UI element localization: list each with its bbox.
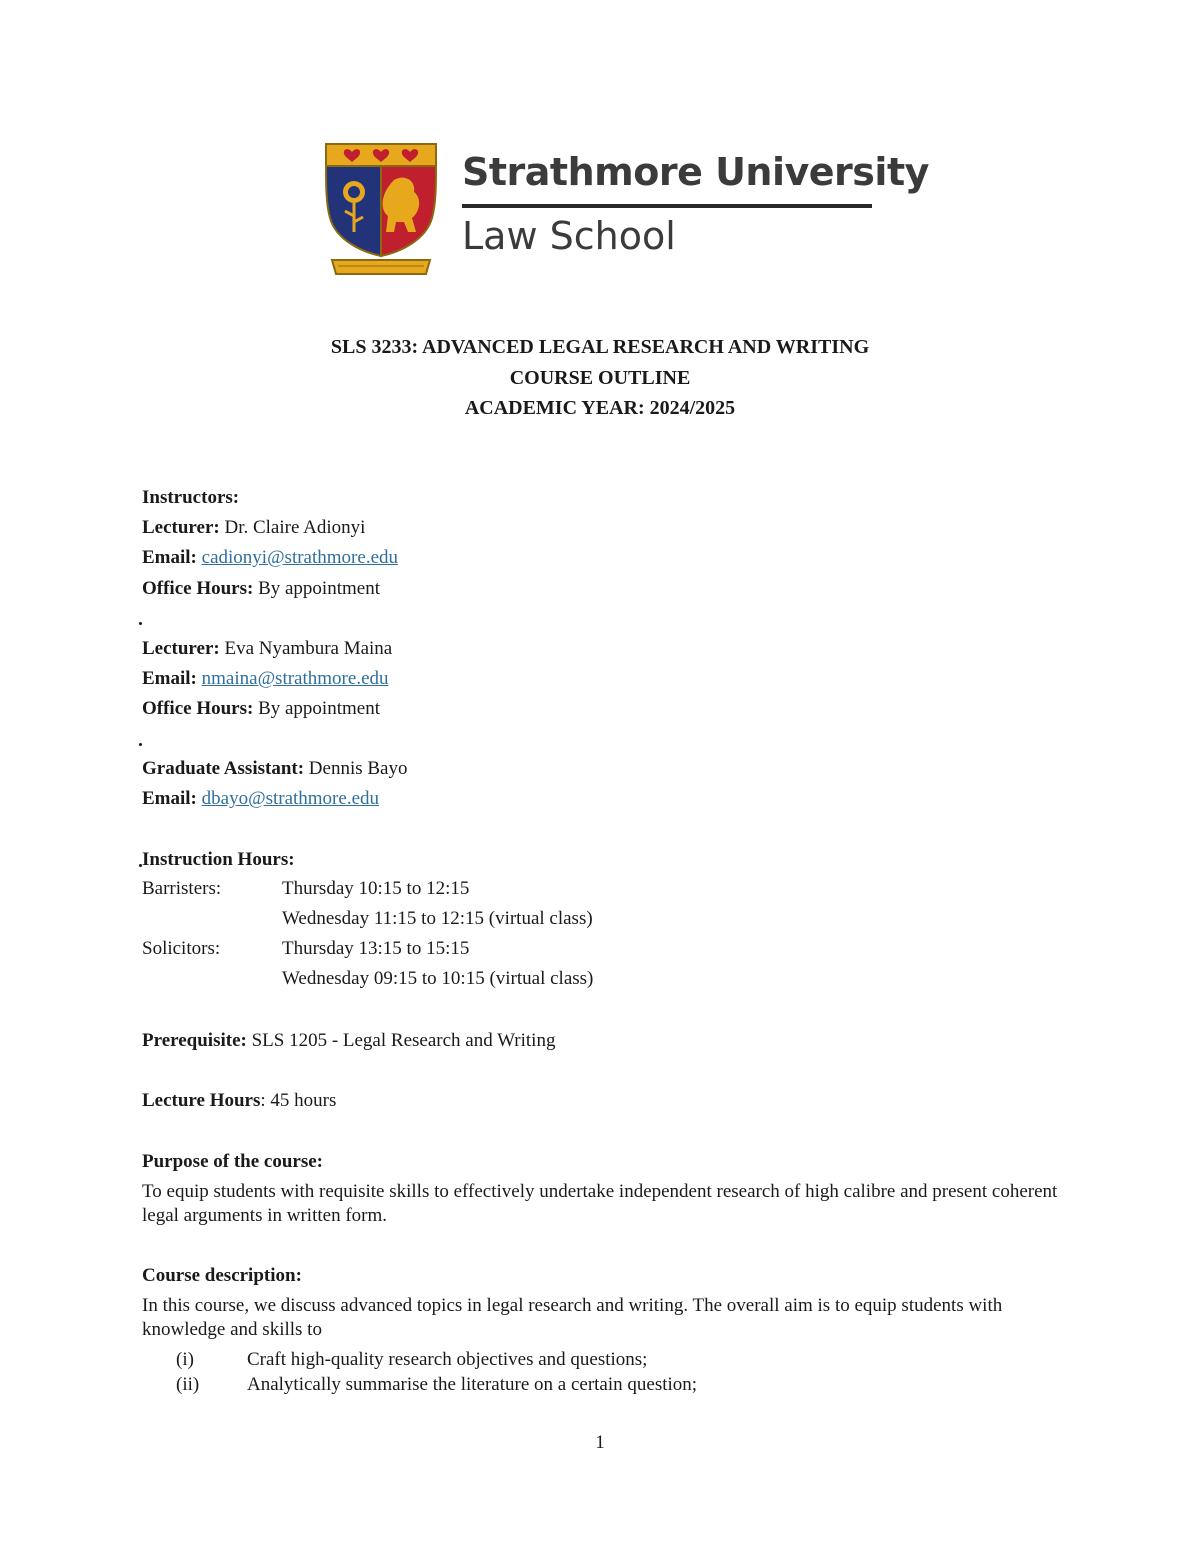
page-number: 1 [595, 1432, 605, 1453]
schedule-time: Wednesday 09:15 to 10:15 (virtual class) [282, 968, 594, 989]
schedule-group-label: Solicitors: [142, 938, 221, 959]
list-item: Craft high-quality research objectives and questions; [247, 1349, 648, 1370]
logo-divider [462, 204, 872, 208]
description-text: In this course, we discuss advanced topics in legal research and writing. The overall aim is to equip students with knowledge and skills to [142, 1295, 1003, 1340]
outline-title: COURSE OUTLINE [509, 366, 691, 389]
bullet-mark [139, 743, 142, 746]
purpose-heading: Purpose of the course: [142, 1151, 323, 1172]
lecturer-2-office-hours: Office Hours: By appointment [142, 698, 380, 719]
school-name: Law School [462, 214, 676, 258]
schedule-time: Thursday 10:15 to 12:15 [282, 878, 470, 899]
instruction-hours-heading: Instruction Hours: [142, 849, 295, 870]
prerequisite: Prerequisite: SLS 1205 - Legal Research and Writing [142, 1030, 556, 1051]
university-logo [322, 140, 929, 282]
bullet-mark [139, 622, 142, 625]
purpose-text: To equip students with requisite skills to effectively undertake independent research of high calibre and present coherent legal arguments in written form. [142, 1181, 1058, 1226]
list-item-number: (i) [176, 1349, 194, 1370]
email-link[interactable]: cadionyi@strathmore.edu [201, 547, 398, 568]
lecturer-2-email: Email: nmaina@strathmore.edu [142, 668, 389, 689]
email-link[interactable]: nmaina@strathmore.edu [201, 668, 389, 689]
instructors-heading: Instructors: [142, 487, 240, 508]
schedule-time: Thursday 13:15 to 15:15 [282, 938, 470, 959]
description-heading: Course description: [142, 1265, 302, 1286]
academic-year: ACADEMIC YEAR: 2024/2025 [464, 397, 736, 419]
lecturer-2: Lecturer: Eva Nyambura Maina [142, 638, 393, 659]
schedule-time: Wednesday 11:15 to 12:15 (virtual class) [282, 908, 593, 929]
document-title [0, 332, 1200, 424]
list-item-number: (ii) [176, 1374, 200, 1395]
list-item: Analytically summarise the literature on a certain question; [247, 1374, 698, 1395]
graduate-assistant: Graduate Assistant: Dennis Bayo [142, 758, 408, 779]
course-title: SLS 3233: ADVANCED LEGAL RESEARCH AND WRITING [330, 336, 870, 358]
lecturer-1-email: Email: cadionyi@strathmore.edu [142, 547, 398, 568]
lecture-hours: Lecture Hours: 45 hours [142, 1090, 337, 1111]
crest-icon [322, 140, 440, 282]
schedule-group-label: Barristers: [142, 878, 222, 899]
lecturer-1: Lecturer: Dr. Claire Adionyi [142, 517, 366, 538]
university-name: Strathmore University [462, 150, 929, 194]
email-link[interactable]: dbayo@strathmore.edu [201, 788, 380, 809]
lecturer-1-office-hours: Office Hours: By appointment [142, 578, 380, 599]
graduate-assistant-email: Email: dbayo@strathmore.edu [142, 788, 380, 809]
